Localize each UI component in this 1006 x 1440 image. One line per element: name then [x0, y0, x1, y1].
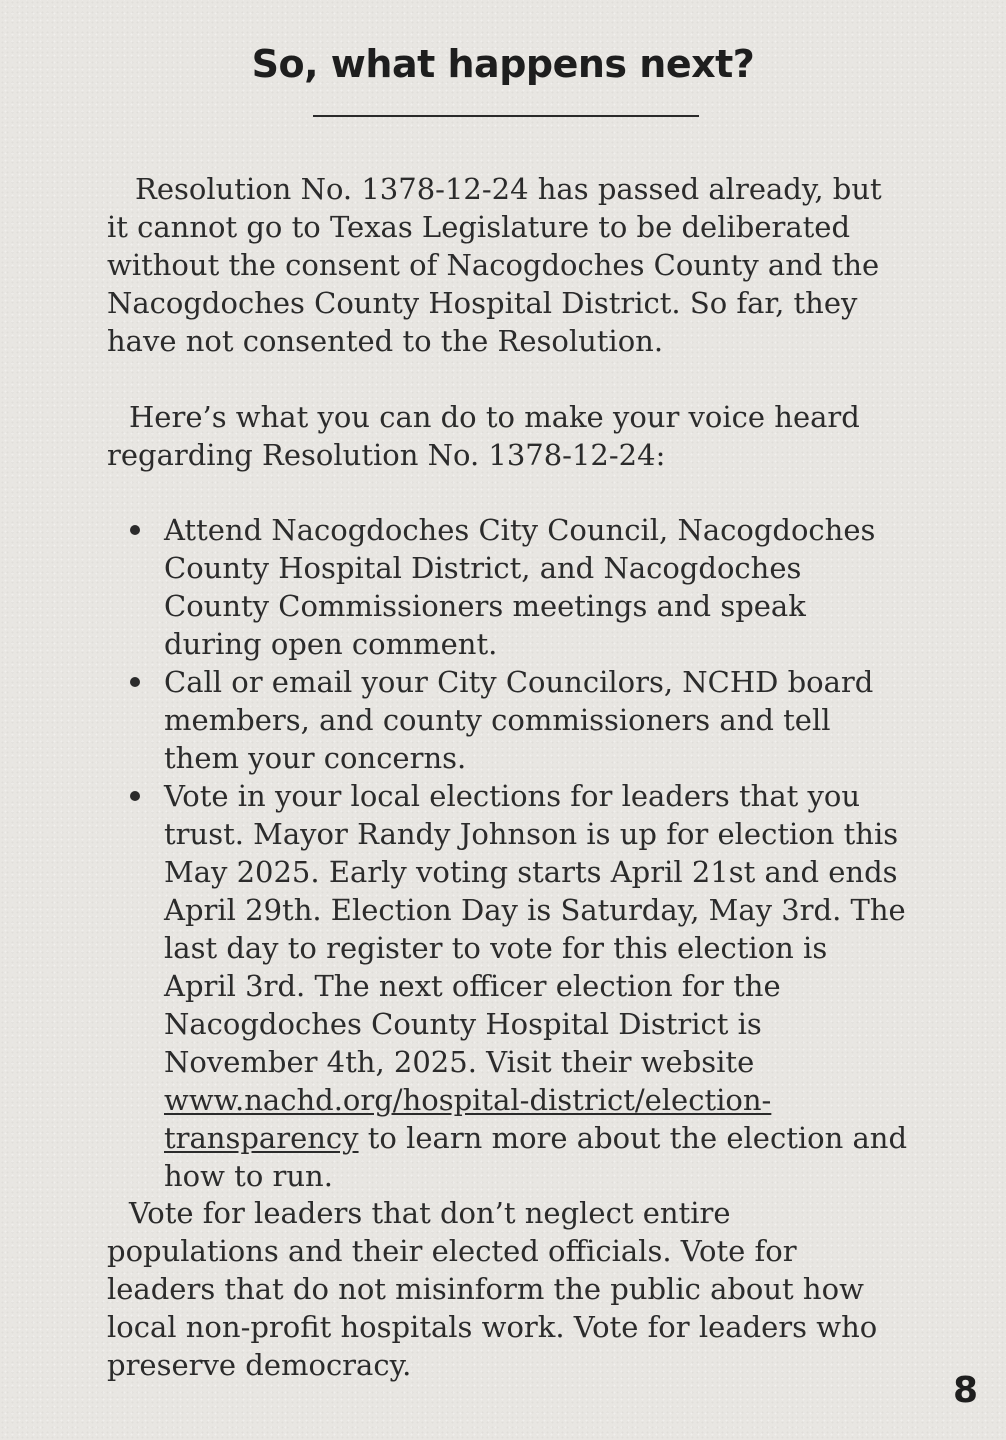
call-to-action-paragraph: Here’s what you can do to make your voice heard regarding Resolution No. 1378-12-24: — [107, 400, 860, 472]
list-item-text: Vote in your local elections for leaders that you trust. Mayor Randy Johnson is up for election this May 2025. Early voting starts April 21st and ends April 29th. Election Day is Saturday, May 3rd. The last day to register to vote for this election is April 3rd. The next officer election for the Nacogdoches County Hospital District is November 4th, 2025. Visit their website — [164, 779, 906, 1079]
list-item — [107, 777, 907, 1195]
bullet-icon — [130, 677, 140, 687]
election-transparency-link[interactable]: www.nachd.org/hospital-district/election-transparency — [164, 1083, 772, 1155]
page-title: So, what happens next? — [251, 42, 755, 86]
list-item — [107, 663, 907, 777]
action-list — [107, 511, 907, 1195]
list-item-text: Call or email your City Councilors, NCHD board members, and county commissioners and tell them your concerns. — [164, 665, 874, 775]
page-number: 8 — [952, 1370, 978, 1411]
title-divider — [313, 115, 699, 117]
list-item — [107, 511, 907, 663]
list-item-text-end: to learn more about the election and how to run. — [164, 1121, 908, 1193]
closing-paragraph: Vote for leaders that don’t neglect entire populations and their elected officials. Vote for leaders that do not misinform the public about how local non-profit hospitals work. Vote for leaders who preserve democracy. — [107, 1196, 878, 1382]
intro-paragraph: Resolution No. 1378-12-24 has passed already, but it cannot go to Texas Legislature to be deliberated without the consent of Nacogdoches County and the Nacogdoches County Hospital District. So far, they have not consented to the Resolution. — [107, 172, 882, 358]
bullet-icon — [130, 791, 140, 801]
bullet-icon — [130, 525, 140, 535]
list-item-text: Attend Nacogdoches City Council, Nacogdoches County Hospital District, and Nacogdoches County Commissioners meetings and speak during open comment. — [164, 513, 876, 661]
